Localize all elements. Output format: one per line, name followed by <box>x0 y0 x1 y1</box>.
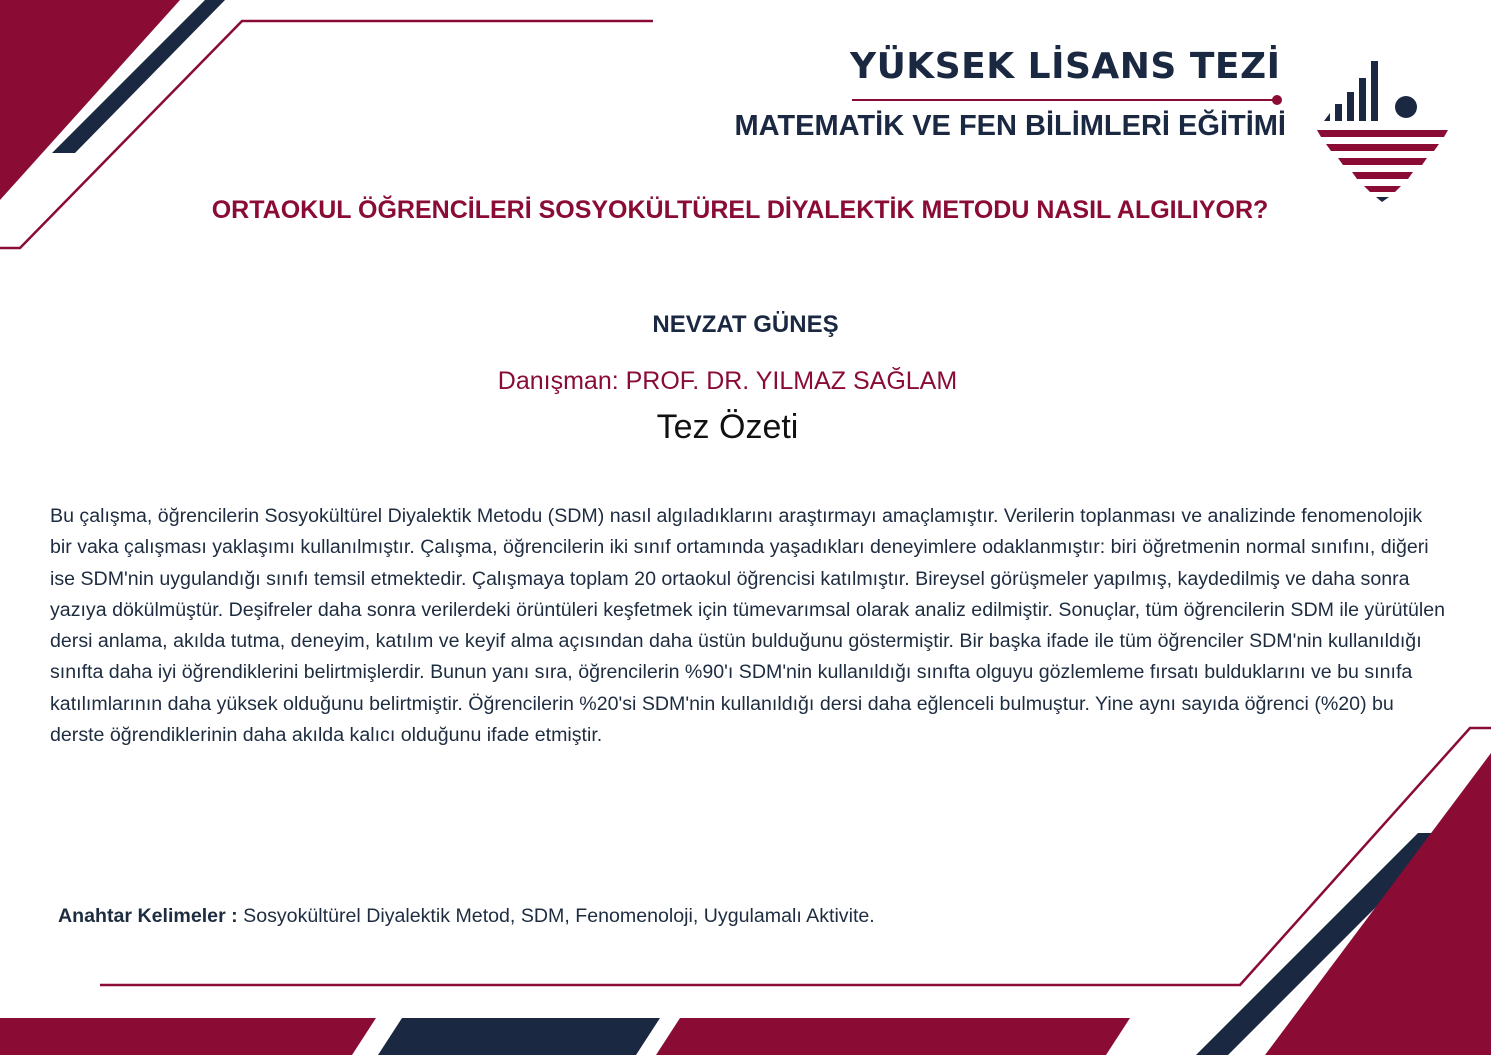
keywords-value: Sosyokültürel Diyalektik Metod, SDM, Fenomenoloji, Uygulamalı Aktivite. <box>243 905 875 927</box>
thesis-title: ORTAOKUL ÖĞRENCİLERİ SOSYOKÜLTÜREL DİYALEKTİK METODU NASIL ALGILIYOR? <box>211 196 1269 224</box>
bottom-navy-band <box>378 1018 660 1055</box>
abstract-heading: Tez Özeti <box>656 408 799 446</box>
author-name: NEVZAT GÜNEŞ <box>652 311 839 338</box>
bottom-right-crimson-shape <box>1265 753 1491 1055</box>
university-logo <box>1312 58 1450 204</box>
advisor-name: Danışman: PROF. DR. YILMAZ SAĞLAM <box>497 367 958 395</box>
header-underline <box>852 99 1276 101</box>
bottom-crimson-band-left <box>0 1018 376 1055</box>
top-left-crimson-shape <box>0 0 180 200</box>
keywords <box>58 905 1258 928</box>
bottom-right-line <box>100 728 1491 985</box>
header-title: YÜKSEK LİSANS TEZİ <box>850 46 1281 87</box>
abstract-text: Bu çalışma, öğrencilerin Sosyokültürel Diyalektik Metodu (SDM) nasıl algıladıklarını araştırmayı amaçlamıştır. Verilerin toplanması ve analizinde fenomenolojik bir vaka çalışması yaklaşımı kullanılmıştır. Çalışma, öğrencilerin iki sınıf ortamında yaşadıkları deneyimlere odaklanmıştır: biri öğretmenin normal sınıfını, diğeri ise SDM'nin uygulandığı sınıfı temsil etmektedir. Çalışmaya toplam 20 ortaokul öğrencisi katılmıştır. Bireysel görüşmeler yapılmış, kaydedilmiş ve daha sonra yazıya dökülmüştür. Deşifreler daha sonra verilerdeki örüntüleri keşfetmek için tümevarımsal olarak analiz edilmiştir. Sonuçlar, tüm öğrencilerin SDM ile yürütülen dersi anlama, akılda tutma, deneyim, katılım ve keyif alma açısından daha üstün bulduğunu göstermiştir. Bir başka ifade ile tüm öğrenciler SDM'nin kullanıldığı sınıfta daha iyi öğrendiklerini belirtmişlerdir. Bunun yanı sıra, öğrencilerin %90'ı SDM'nin kullanıldığı sınıfta olguyu gözlemleme fırsatı bulduklarını ve bu sınıfa katılımlarının daha yüksek olduğunu belirtmiştir. Öğrencilerin %20'si SDM'nin kullanıldığı dersi daha eğlenceli bulmuştur. Yine aynı sayıda öğrenci (%20) bu derste öğrendiklerinin daha akılda kalıcı olduğunu ifade etmiştir. <box>50 505 1446 747</box>
bottom-crimson-band-right <box>656 1018 1130 1055</box>
department-title: MATEMATİK VE FEN BİLİMLERİ EĞİTİMİ <box>734 110 1286 142</box>
keywords-label: Anahtar Kelimeler : <box>58 905 238 927</box>
header-underline-dot <box>1272 95 1282 105</box>
